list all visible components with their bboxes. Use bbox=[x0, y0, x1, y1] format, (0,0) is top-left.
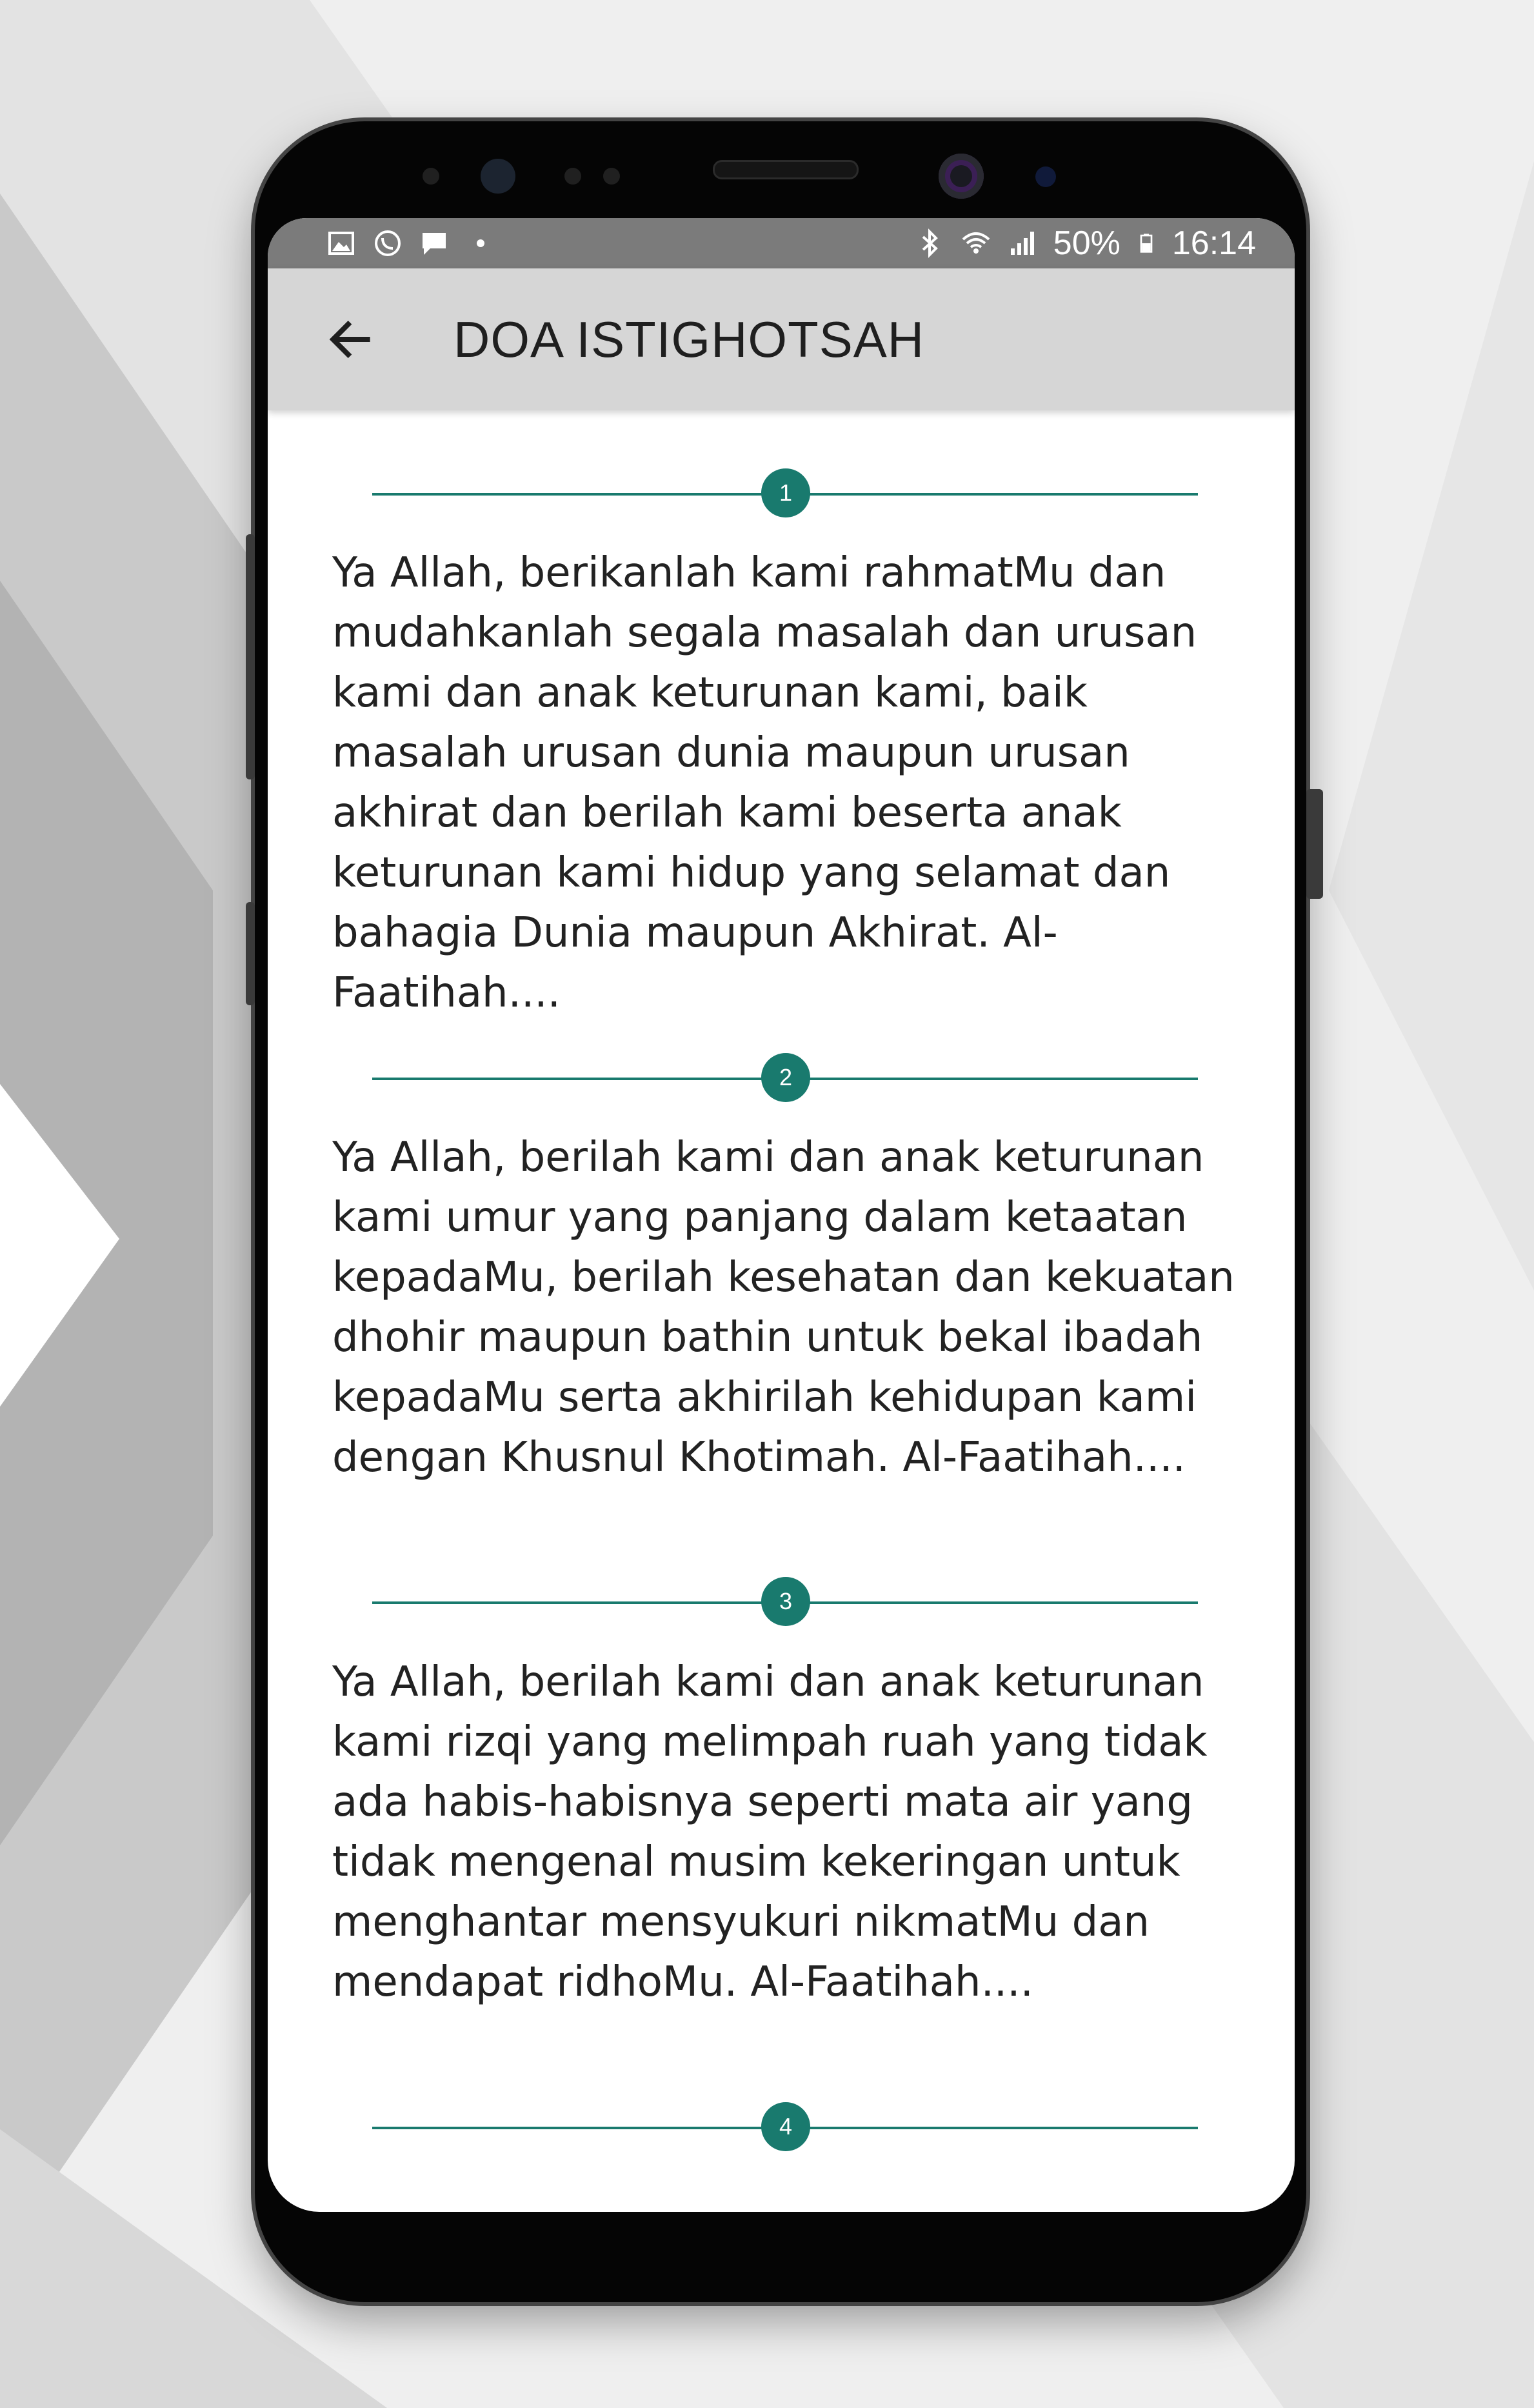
arrow-left-icon bbox=[324, 314, 376, 365]
bluetooth-icon bbox=[914, 228, 945, 259]
sensor-dot bbox=[564, 168, 581, 185]
phone-frame bbox=[255, 121, 1306, 2302]
image-icon bbox=[326, 228, 357, 259]
sensor-dot bbox=[603, 168, 620, 185]
bixby-button bbox=[246, 902, 255, 1005]
message-icon bbox=[419, 228, 450, 259]
battery-percent: 50% bbox=[1053, 225, 1121, 262]
prayer-number-badge: 4 bbox=[761, 2102, 810, 2151]
proximity-sensor bbox=[481, 159, 515, 194]
prayer-divider bbox=[372, 1577, 1198, 1629]
prayer-divider bbox=[372, 468, 1198, 520]
prayer-divider bbox=[372, 1053, 1198, 1105]
earpiece-speaker bbox=[713, 160, 859, 179]
status-bar bbox=[268, 218, 1295, 268]
prayer-text: Ya Allah, berikanlah kami rahmatMu dan mudahkanlah segala masalah dan urusan kami dan anak keturunan kami, baik masalah urusan dunia maupun urusan akhirat dan berilah kami beserta anak keturunan kami hidup yang selamat dan bahagia Dunia maupun Akhirat. Al-Faatihah.... bbox=[332, 549, 1197, 1017]
prayer-divider bbox=[372, 2102, 1198, 2154]
screen bbox=[268, 218, 1295, 2212]
whatsapp-icon bbox=[372, 228, 403, 259]
wifi-icon bbox=[961, 228, 991, 259]
dot-icon bbox=[465, 228, 496, 259]
prayer-number-badge: 1 bbox=[761, 468, 810, 517]
prayer-text: Ya Allah, berilah kami dan anak keturunan kami rizqi yang melimpah ruah yang tidak ada habis-habisnya seperti mata air yang tidak mengenal musim kekeringan untuk menghantar mensyukuri nikmatMu dan mendapat ridhoMu. Al-Faatihah.... bbox=[332, 1658, 1208, 2006]
front-camera bbox=[939, 154, 984, 199]
phone-top-hardware bbox=[255, 121, 1306, 218]
back-button[interactable] bbox=[312, 301, 389, 378]
bottom-bezel bbox=[255, 2212, 1306, 2302]
prayer-text: Ya Allah, berilah kami dan anak keturunan kami umur yang panjang dalam ketaatan kepadaMu, berilah kesehatan dan kekuatan dhohir maupun bathin untuk bekal ibadah kepadaMu serta akhirilah kehidupan kami dengan Khusnul Khotimah. Al-Faatihah.... bbox=[332, 1134, 1235, 1481]
volume-button bbox=[246, 534, 255, 779]
signal-icon bbox=[1007, 228, 1038, 259]
sensor-dot bbox=[423, 168, 439, 185]
power-button bbox=[1306, 789, 1323, 899]
prayer-number-badge: 3 bbox=[761, 1577, 810, 1626]
prayer-number-badge: 2 bbox=[761, 1053, 810, 1102]
clock: 16:14 bbox=[1171, 225, 1256, 262]
app-bar bbox=[268, 268, 1295, 410]
battery-icon bbox=[1136, 228, 1157, 259]
iris-sensor bbox=[1035, 166, 1056, 187]
page-title: DOA ISTIGHOTSAH bbox=[453, 310, 925, 368]
